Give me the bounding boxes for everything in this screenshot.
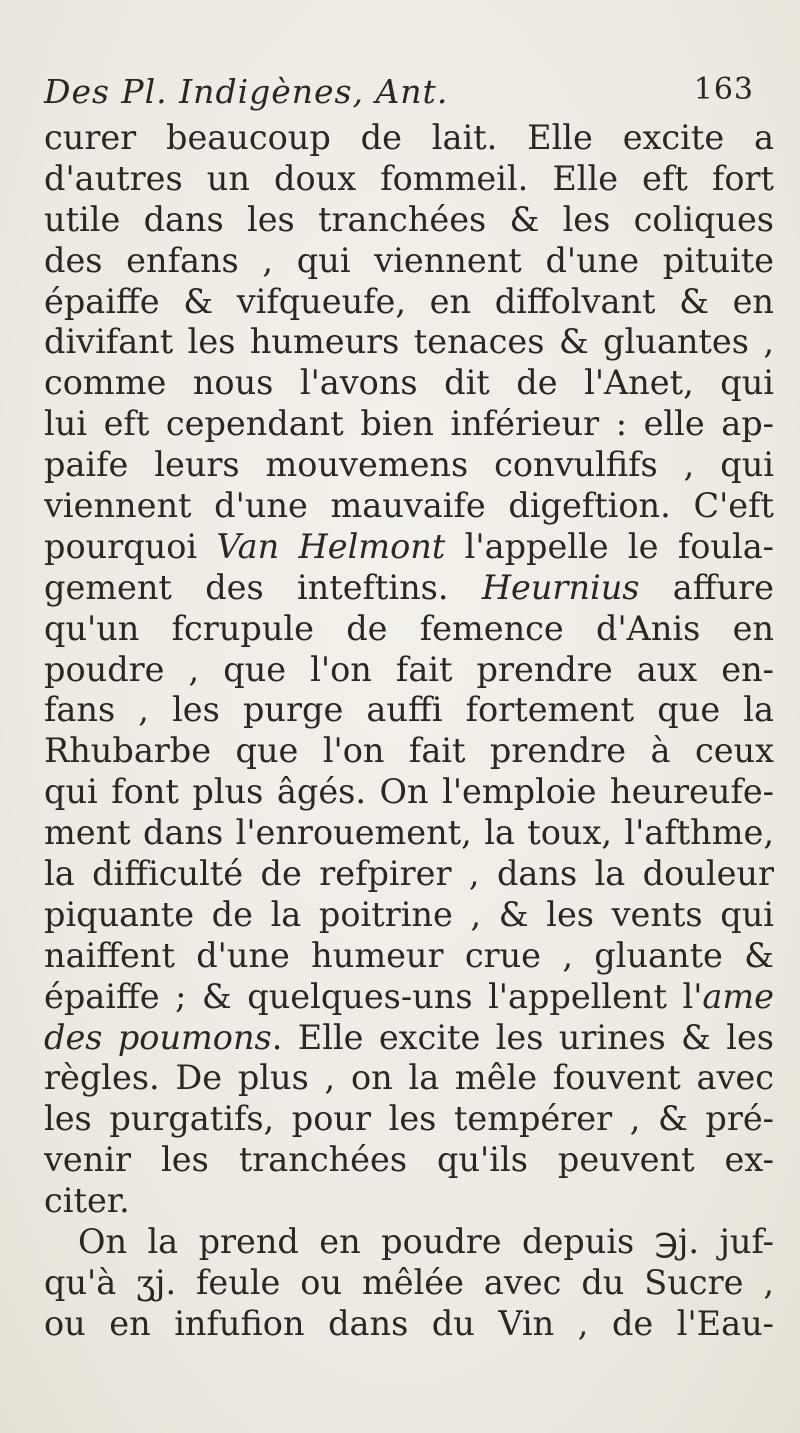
text-line: poudre , que l'on fait prendre aux en-	[44, 649, 774, 689]
text-segment: pourquoi	[44, 526, 217, 566]
text-line: paife leurs mouvemens convulfifs , qui	[44, 445, 774, 485]
text-line: citer.	[44, 1181, 130, 1221]
page-number: 163	[693, 72, 754, 107]
text-line: fans , les purge auffi fortement que la	[44, 690, 774, 730]
text-line: lui eft cependant bien inférieur : elle ap-	[44, 404, 774, 444]
text-segment: épaiffe ; & quelques-uns l'appellent l'	[44, 976, 703, 1016]
running-head-title: Des Pl. Indigènes, Ant.	[44, 72, 449, 111]
text-line: naiffent d'une humeur crue , gluante &	[44, 935, 774, 975]
text-line: On la prend en poudre depuis ℈j. juf-	[78, 1222, 774, 1262]
text-line: viennent d'une mauvaife digeftion. C'eft	[44, 486, 774, 526]
text-line: qui font plus âgés. On l'emploie heureufe-	[44, 772, 774, 812]
text-segment: l'appelle le foula-	[445, 526, 774, 566]
text-line: curer beaucoup de lait. Elle excite a	[44, 118, 774, 157]
text-line: venir les tranchées qu'ils peuvent ex-	[44, 1140, 774, 1180]
author-name: Heurnius	[481, 567, 640, 607]
text-line: comme nous l'avons dit de l'Anet, qui	[44, 363, 774, 403]
text-line: ou en infufion dans du Vin , de l'Eau-	[44, 1303, 774, 1343]
italic-term: des poumons	[44, 1017, 272, 1057]
text-line	[44, 527, 774, 568]
text-segment: . Elle excite les urines & les	[271, 1017, 774, 1057]
text-line: des enfans , qui viennent d'une pituite	[44, 240, 774, 280]
text-line: épaiffe & vifqueufe, en diffolvant & en	[44, 281, 774, 321]
text-line: utile dans les tranchées & les coliques	[44, 199, 774, 239]
text-line	[44, 568, 774, 609]
text-line: d'autres un doux fommeil. Elle eft fort	[44, 158, 774, 198]
text-line	[44, 1018, 774, 1059]
text-line: Rhubarbe que l'on fait prendre à ceux	[44, 731, 774, 771]
running-head	[44, 72, 764, 116]
text-segment: affure	[639, 567, 774, 607]
text-line: piquante de la poitrine , & les vents qui	[44, 894, 774, 934]
text-line: les purgatifs, pour les tempérer , & pré-	[44, 1099, 774, 1139]
text-line: la difficulté de refpirer , dans la douleur	[44, 854, 774, 894]
author-name: Van Helmont	[216, 526, 446, 566]
text-line: règles. De plus , on la mêle fouvent avec	[44, 1058, 774, 1098]
body-text	[44, 118, 774, 1345]
text-line: qu'un fcrupule de femence d'Anis en	[44, 608, 774, 648]
italic-term: ame	[702, 976, 774, 1016]
text-line	[44, 977, 774, 1018]
text-line: qu'à ʒj. feule ou mêlée avec du Sucre ,	[44, 1262, 774, 1302]
text-segment: gement des inteftins.	[44, 567, 449, 607]
text-line: ment dans l'enrouement, la toux, l'afthme,	[44, 813, 774, 853]
text-line: divifant les humeurs tenaces & gluantes ,	[44, 322, 774, 362]
